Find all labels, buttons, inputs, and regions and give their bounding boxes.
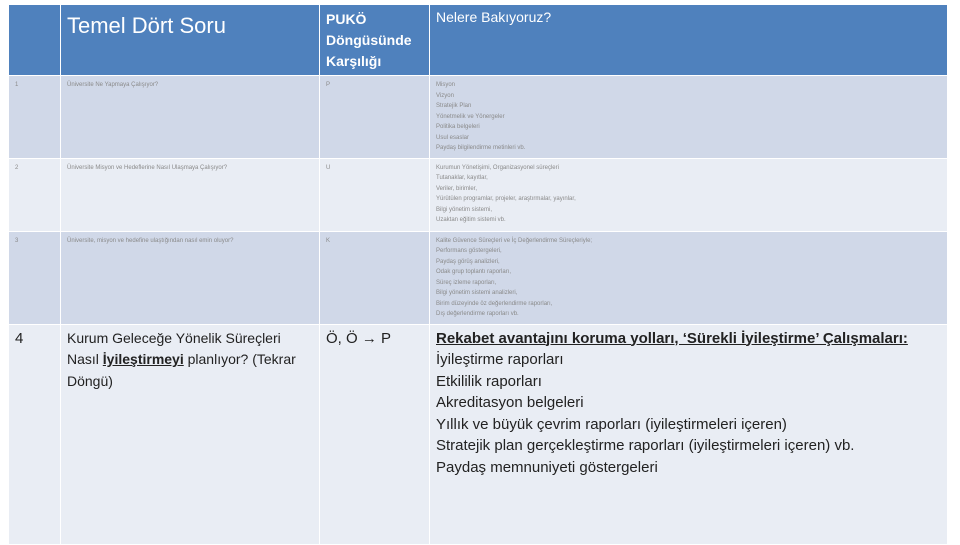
question-cell	[61, 158, 320, 231]
puko-text: U	[326, 164, 331, 171]
row-number: 2	[15, 164, 19, 171]
question-part: planlıyor? (Tekrar Döngü)	[67, 351, 296, 389]
evidence-item: Etkililik raporları	[436, 372, 542, 390]
row-number: 4	[15, 329, 24, 347]
question-text: Üniversite, misyon ve hedefine ulaştığından nasıl emin oluyor?	[67, 237, 234, 244]
question-part: Kurum Geleceğe Yönelik Süreçleri Nasıl	[67, 329, 281, 367]
evidence-cell	[430, 158, 948, 231]
evidence-item: Vizyon	[436, 92, 454, 99]
evidence-item: Stratejik Plan	[436, 103, 472, 109]
row-number: 1	[15, 82, 19, 88]
evidence-item: Paydaş görüş analizleri,	[436, 258, 500, 265]
evidence-item: Bilgi yönetim sistemi analizleri,	[436, 290, 518, 296]
question-text: Üniversite Misyon ve Hedeflerine Nasıl Ulaşmaya Çalışıyor?	[67, 164, 228, 171]
row-number-cell	[9, 324, 61, 544]
evidence-item: Kurumun Yönetişimi, Organizasyonel süreçleri	[436, 164, 559, 171]
row-number-cell	[9, 231, 61, 324]
table-row	[9, 76, 948, 159]
evidence-item: Paydaş bilgilendirme metinleri vb.	[436, 145, 526, 151]
puko-cell	[320, 158, 430, 231]
evidence-item: Süreç izleme raporları,	[436, 279, 497, 286]
header-what: Nelere Bakıyoruz?	[436, 9, 552, 25]
pdca-table	[8, 4, 948, 545]
question-cell	[61, 231, 320, 324]
row-number-cell	[9, 76, 61, 159]
puko-cell	[320, 231, 430, 324]
evidence-item: Akreditasyon belgeleri	[436, 394, 584, 411]
evidence-item: Kalite Güvence Süreçleri ve İç Değerlendirme Süreçleriyle;	[436, 237, 593, 244]
row-number: 3	[15, 237, 19, 244]
evidence-item: Odak grup toplantı raporları,	[436, 269, 512, 275]
evidence-item: Yürütülen programlar, projeler, araştırmalar, yayınlar,	[436, 196, 576, 202]
puko-cell	[320, 76, 430, 159]
table-row	[9, 324, 948, 544]
evidence-item: Yıllık ve büyük çevrim raporları (iyileştirmeleri içeren)	[436, 415, 787, 433]
header-puko: PUKÖ Döngüsünde Karşılığı	[326, 11, 412, 69]
header-row	[9, 5, 948, 76]
puko-text: K	[326, 237, 331, 244]
evidence-cell	[430, 324, 948, 544]
header-questions: Temel Dört Soru	[67, 13, 226, 38]
evidence-item: Stratejik plan gerçekleştirme raporları (iyileştirmeleri içeren) vb.	[436, 437, 855, 454]
row-number-cell	[9, 158, 61, 231]
evidence-list	[430, 159, 947, 230]
evidence-item: Tutanaklar, kayıtlar,	[436, 175, 488, 181]
evidence-list	[430, 76, 947, 158]
evidence-item: Politika belgeleri	[436, 124, 480, 130]
evidence-item: Veriler, birimler,	[436, 185, 478, 192]
evidence-item: Birim düzeyinde öz değerlendirme raporları,	[436, 300, 553, 307]
puko-text: P	[326, 82, 331, 88]
evidence-lead: Rekabet avantajını koruma yolları, ‘Sürekli İyileştirme’ Çalışmaları:	[436, 329, 908, 347]
header-cell-number	[9, 5, 61, 76]
header-cell-what	[430, 5, 948, 76]
evidence-item: Bilgi yönetim sistemi,	[436, 206, 493, 213]
question-emphasis: İyileştirmeyi	[102, 351, 184, 367]
evidence-item: Yönetmelik ve Yönergeler	[436, 113, 505, 120]
question-text: Üniversite Ne Yapmaya Çalışıyor?	[67, 82, 159, 88]
evidence-item: Performans göstergeleri,	[436, 248, 502, 254]
question-cell	[61, 324, 320, 544]
evidence-item: Uzaktan eğitim sistemi vb.	[436, 217, 506, 223]
evidence-list	[430, 325, 947, 483]
evidence-item: Usul esaslar	[436, 134, 470, 141]
table-row	[9, 158, 948, 231]
puko-cell	[320, 324, 430, 544]
header-cell-puko	[320, 5, 430, 76]
question-cell	[61, 76, 320, 159]
table-row	[9, 231, 948, 324]
evidence-cell	[430, 231, 948, 324]
evidence-item: Misyon	[436, 82, 456, 88]
question-text	[61, 325, 319, 397]
evidence-item: Paydaş memnuniyeti göstergeleri	[436, 458, 658, 476]
evidence-list	[430, 232, 947, 324]
evidence-item: İyileştirme raporları	[436, 351, 564, 368]
evidence-cell	[430, 76, 948, 159]
evidence-item: Dış değerlendirme raporları vb.	[436, 311, 519, 317]
header-cell-questions	[61, 5, 320, 76]
puko-text: Ö, Ö → P	[326, 329, 392, 347]
